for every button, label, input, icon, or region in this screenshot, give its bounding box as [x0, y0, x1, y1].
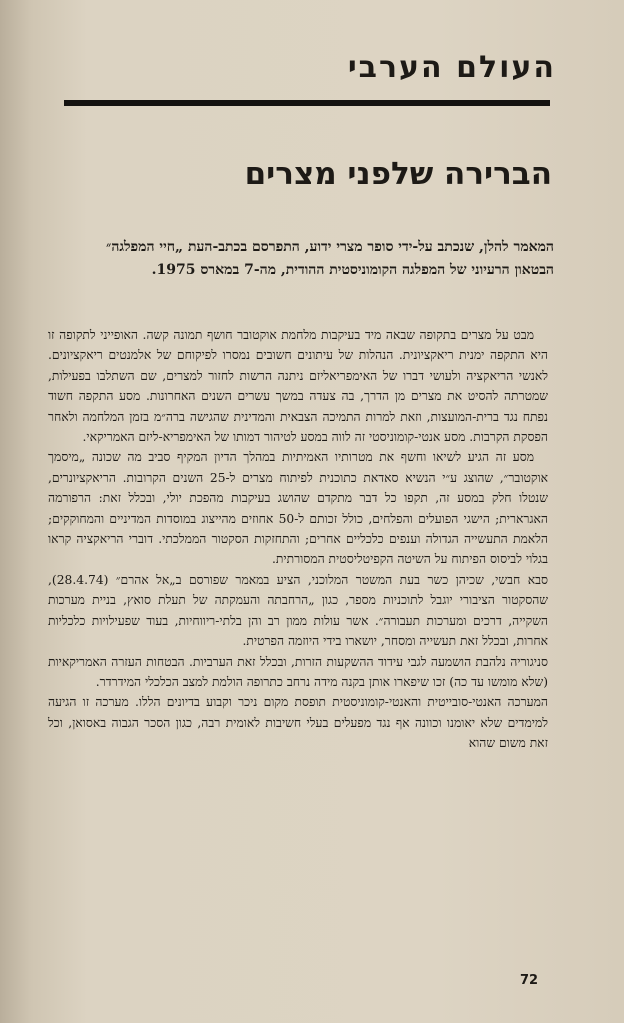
body-paragraph: מסע זה הגיע לשיאו וחשף את מטרותיו האמיתיות במהלך הדיון המקיף סביב מה שכונה „מיסמך אוקטובר״, שהוצג ע״י הנשיא סאדאת כתוכנית לפיתוח מצרים ל-25 השנים הקרובות. הריאקציונרים, שנטלו חלק במסע זה, תקפו כל דבר מתקדם שהושג בעיקבות מהפכת יולי, ובכלל זאת: הרפורמה האגרארית; הישגי הפועלים והפלחים, כולל זכותם ל-50 אחוזים מהייצוג במוסדות המדיניים והמחוקקים; הלאמת התעשייה הגדולה וענפים כלכליים אחרים; והתחזקות הסקטור הממלכתי. דוברי הריאקציה קראו בגלוי לביסוס הפיתוח על השיטה הקפיטליסטית המסורתית.	[48, 450, 548, 567]
body-paragraph: סניגוריה נלהבת הושמעה לגבי עידוד ההשקעות הזרות, ובכלל זאת הערביות. הבטחות העזרה האמריקאיות (שלא מומשו עד כה) זכו שיפארו אותן בקנה מידה נרחב כתרופה הולמת למצב הכלכלי המידרדר.	[48, 654, 548, 689]
body-paragraph: מבט על מצרים בתקופה שבאה מיד בעיקבות מלחמת אוקטובר חושף תמונה קשה. האופייני לתקופה זו היא התקפה ימנית ריאקציונית. הנהלות של עיתונים חשובים נמסרו לפיקוחם של אלמנטים ריאקציונים. לאנשי הריאקציה ולעושי דברו של האימפריאליזם ניתנה הרשות לחזור למצרים, שם השתלבו בפעילות, שמטרתה להסיט את מצרים מן הדרך, בה צעדה במשך עשרים השנים האחרונות. מסע התקפה חשוד נפתח נגד ברית-המועצות, וזאת למרות התמיכה הצבאית והמדינית שהגישה ברה״מ בזמן המלחמה ולאחר הפסקת הקרבות. מסע אנטי-קומוניסטי זה לווה במסע לטיהור דמותו של האימפריא-ליזם האמריקאי.	[48, 328, 548, 445]
section-title: העולם הערבי	[347, 50, 556, 85]
article-title: הברירה שלפני מצרים	[244, 156, 552, 192]
page-number: 72	[520, 973, 539, 988]
article-body	[48, 325, 548, 754]
header-rule	[64, 100, 550, 106]
body-paragraph: המערכה האנטי-סובייטית והאנטי-קומוניסטית תופסת מקום ניכר וקבוע בדיונים הללו. מערכה זו הגיעה למימדים שלא יאומנו וכוונה אף נגד מפעלים בעלי חשיבות לאומית רבה, כגון הסכר הגבוה באסואן, וכל זאת משום שהוא	[48, 695, 548, 751]
article-intro: המאמר להלן, שנכתב על-ידי סופר מצרי ידוע, התפרסם בכתב-העת „חיי המפלגה״ הבטאון הרעיוני של המפלגה הקומוניסטית ההודית, מה-7 במארס 1975.	[106, 239, 554, 278]
section-header	[66, 48, 556, 88]
body-paragraph: סבא חבשי, שכיהן כשר בעת המשטר המלוכני, הציע במאמר שפורסם ב„אל אהרם״ (28.4.74), שהסקטור הציבורי יוגבל לתוכניות מספר, כגון „הרחבתה והעמקתה של תעלת סואץ, בניית מערכות השקייה, דרכים ומערכות תעבורה״. אשר עולות ממון רב והן בלתי-ריווחיות, בעוד שפעילויות כלכליות אחרות, ובכלל זאת תעשייה ומסחר, יושארו בידי היוזמה הפרטית.	[48, 572, 548, 649]
